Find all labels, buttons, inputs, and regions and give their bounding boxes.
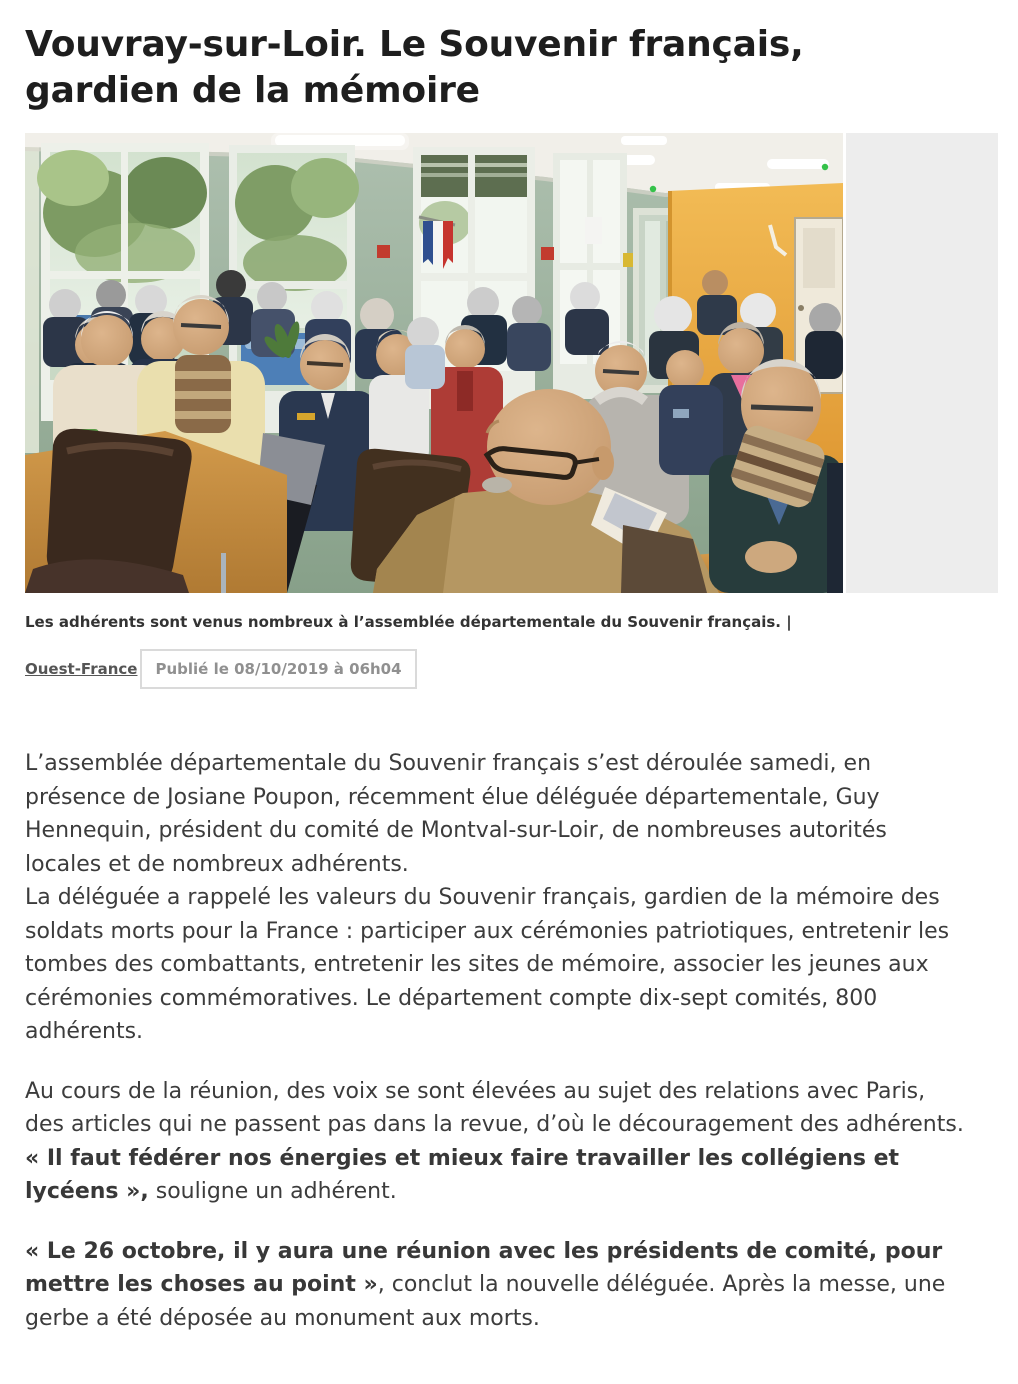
article-text-run: La déléguée a rappelé les valeurs du Souvenir français, gardien de la mémoire des soldats morts pour la France : participer aux cérémonies patriotiques, entretenir les tombes des combattants, entretenir les sites de mémoire, associer les jeunes aux cérémonies commémoratives. Le département compte dix-sept comités, 800 adhérents.	[25, 885, 950, 1044]
article-text-run: , conclut la nouvelle déléguée. Après la messe, une gerbe a été déposée au monument aux morts.	[25, 1272, 946, 1331]
source-link[interactable]: Ouest-France	[25, 660, 138, 678]
article-paragraph	[25, 747, 966, 1049]
byline-row	[25, 649, 993, 689]
article-text-run: L’assemblée départementale du Souvenir français s’est déroulée samedi, en présence de Josiane Poupon, récemment élue déléguée départementale, Guy Hennequin, président du comité de Montval-sur-Loir, de nombreuses autorités locales et de nombreux adhérents.	[25, 751, 887, 877]
right-placeholder-block	[846, 133, 998, 593]
publish-date-badge: Publié le 08/10/2019 à 06h04	[140, 649, 416, 689]
photo-caption: Les adhérents sont venus nombreux à l’assemblée départementale du Souvenir français. |	[25, 613, 792, 631]
article-photo	[25, 133, 843, 593]
media-row	[25, 133, 998, 593]
article-photo-illustration	[25, 133, 843, 593]
article-text-run: Au cours de la réunion, des voix se sont élevées au sujet des relations avec Paris, des articles qui ne passent pas dans la revue, d’où le découragement des adhérents.	[25, 1078, 964, 1137]
article-quote-bold: « Il faut fédérer nos énergies et mieux faire travailler les collégiens et lycéens »,	[25, 1145, 900, 1204]
article-paragraph	[25, 1235, 966, 1336]
article-paragraph	[25, 1075, 966, 1209]
page-title: Vouvray-sur-Loir. Le Souvenir français, gardien de la mémoire	[25, 24, 804, 111]
article-text-run: souligne un adhérent.	[148, 1179, 397, 1204]
article-body	[25, 747, 966, 1335]
article-quote-bold: « Le 26 octobre, il y aura une réunion avec les présidents de comité, pour mettre les choses au point »	[25, 1238, 943, 1297]
